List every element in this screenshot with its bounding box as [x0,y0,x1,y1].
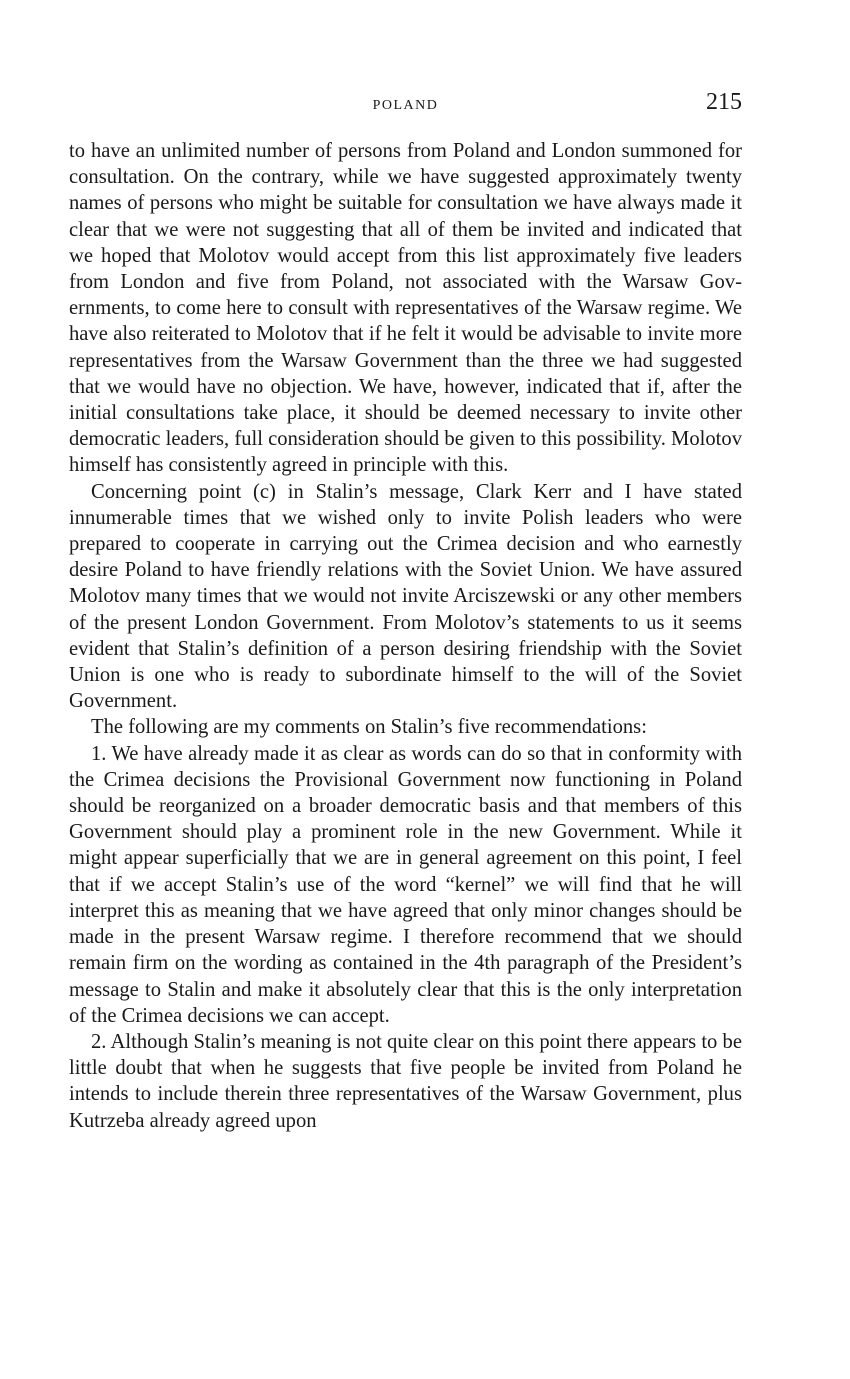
paragraph-comments-intro: The following are my comments on Stalin’s five recommendations: [91,716,647,739]
paragraph-point-c: Concerning point (c) in Stalin’s message, Clark Kerr and I have stated innumerable times that we wished only to invite Polish leaders who were prepared to cooperate in carrying out the Crimea decision and who earnestly desire Poland to have friendly relations with the Soviet Union. We have assured Molotov many times that we would not invite Arciszewski or any other members of the present London Government. From Molotov’s statements to us it seems evident that Stalin’s definition of a person desiring friendship with the Soviet Union is one who is ready to subordinate himself to the will of the Soviet Government. [69,480,742,713]
book-page [69,88,742,1134]
running-title: POLAND [372,98,439,113]
body-text [69,138,742,1134]
running-head [69,88,742,128]
paragraph-recommendation-1: 1. We have already made it as clear as words can do so that in conformity with the Crimea decisions the Provisional Government now functioning in Poland should be reorganized on a broader democratic basis and that members of this Government should play a prominent role in the new Government. While it might appear superficially that we are in general agreement on this point, I feel that if we accept Stalin’s use of the word “kernel” we will find that he will interpret this as meaning that we have agreed that only minor changes should be made in the present Warsaw regime. I therefore recommend that we should remain firm on the wording as contained in the 4th paragraph of the President’s message to Stalin and make it absolutely clear that this is the only interpretation of the Crimea decisions we can accept. [69,742,742,1027]
paragraph-continuation: to have an unlimited number of persons from Poland and London summoned for consultation. On the contrary, while we have suggested approximately twenty names of persons who might be suitable for consultation we have always made it clear that we were not suggesting that all of them be invited and indicated that we hoped that Molotov would accept from this list approximately five leaders from London and five from Poland, not associated with the Warsaw Governments, to come here to consult with representatives of the Warsaw regime. We have also reiterated to Molotov that if he felt it would be advisable to invite more representatives from the Warsaw Government than the three we had suggested that we would have no objection. We have, however, indicated that if, after the initial consultations take place, it should be deemed necessary to invite other democratic leaders, full consideration should be given to this possibility. Molotov himself has consistently agreed in principle with this. [69,140,742,477]
paragraph-recommendation-2: 2. Although Stalin’s meaning is not quite clear on this point there appears to be little doubt that when he suggests that five people be invited from Poland he intends to include therein three representatives of the Warsaw Government, plus Kutrzeba already agreed upon [69,1030,742,1132]
page-number: 215 [706,89,742,115]
